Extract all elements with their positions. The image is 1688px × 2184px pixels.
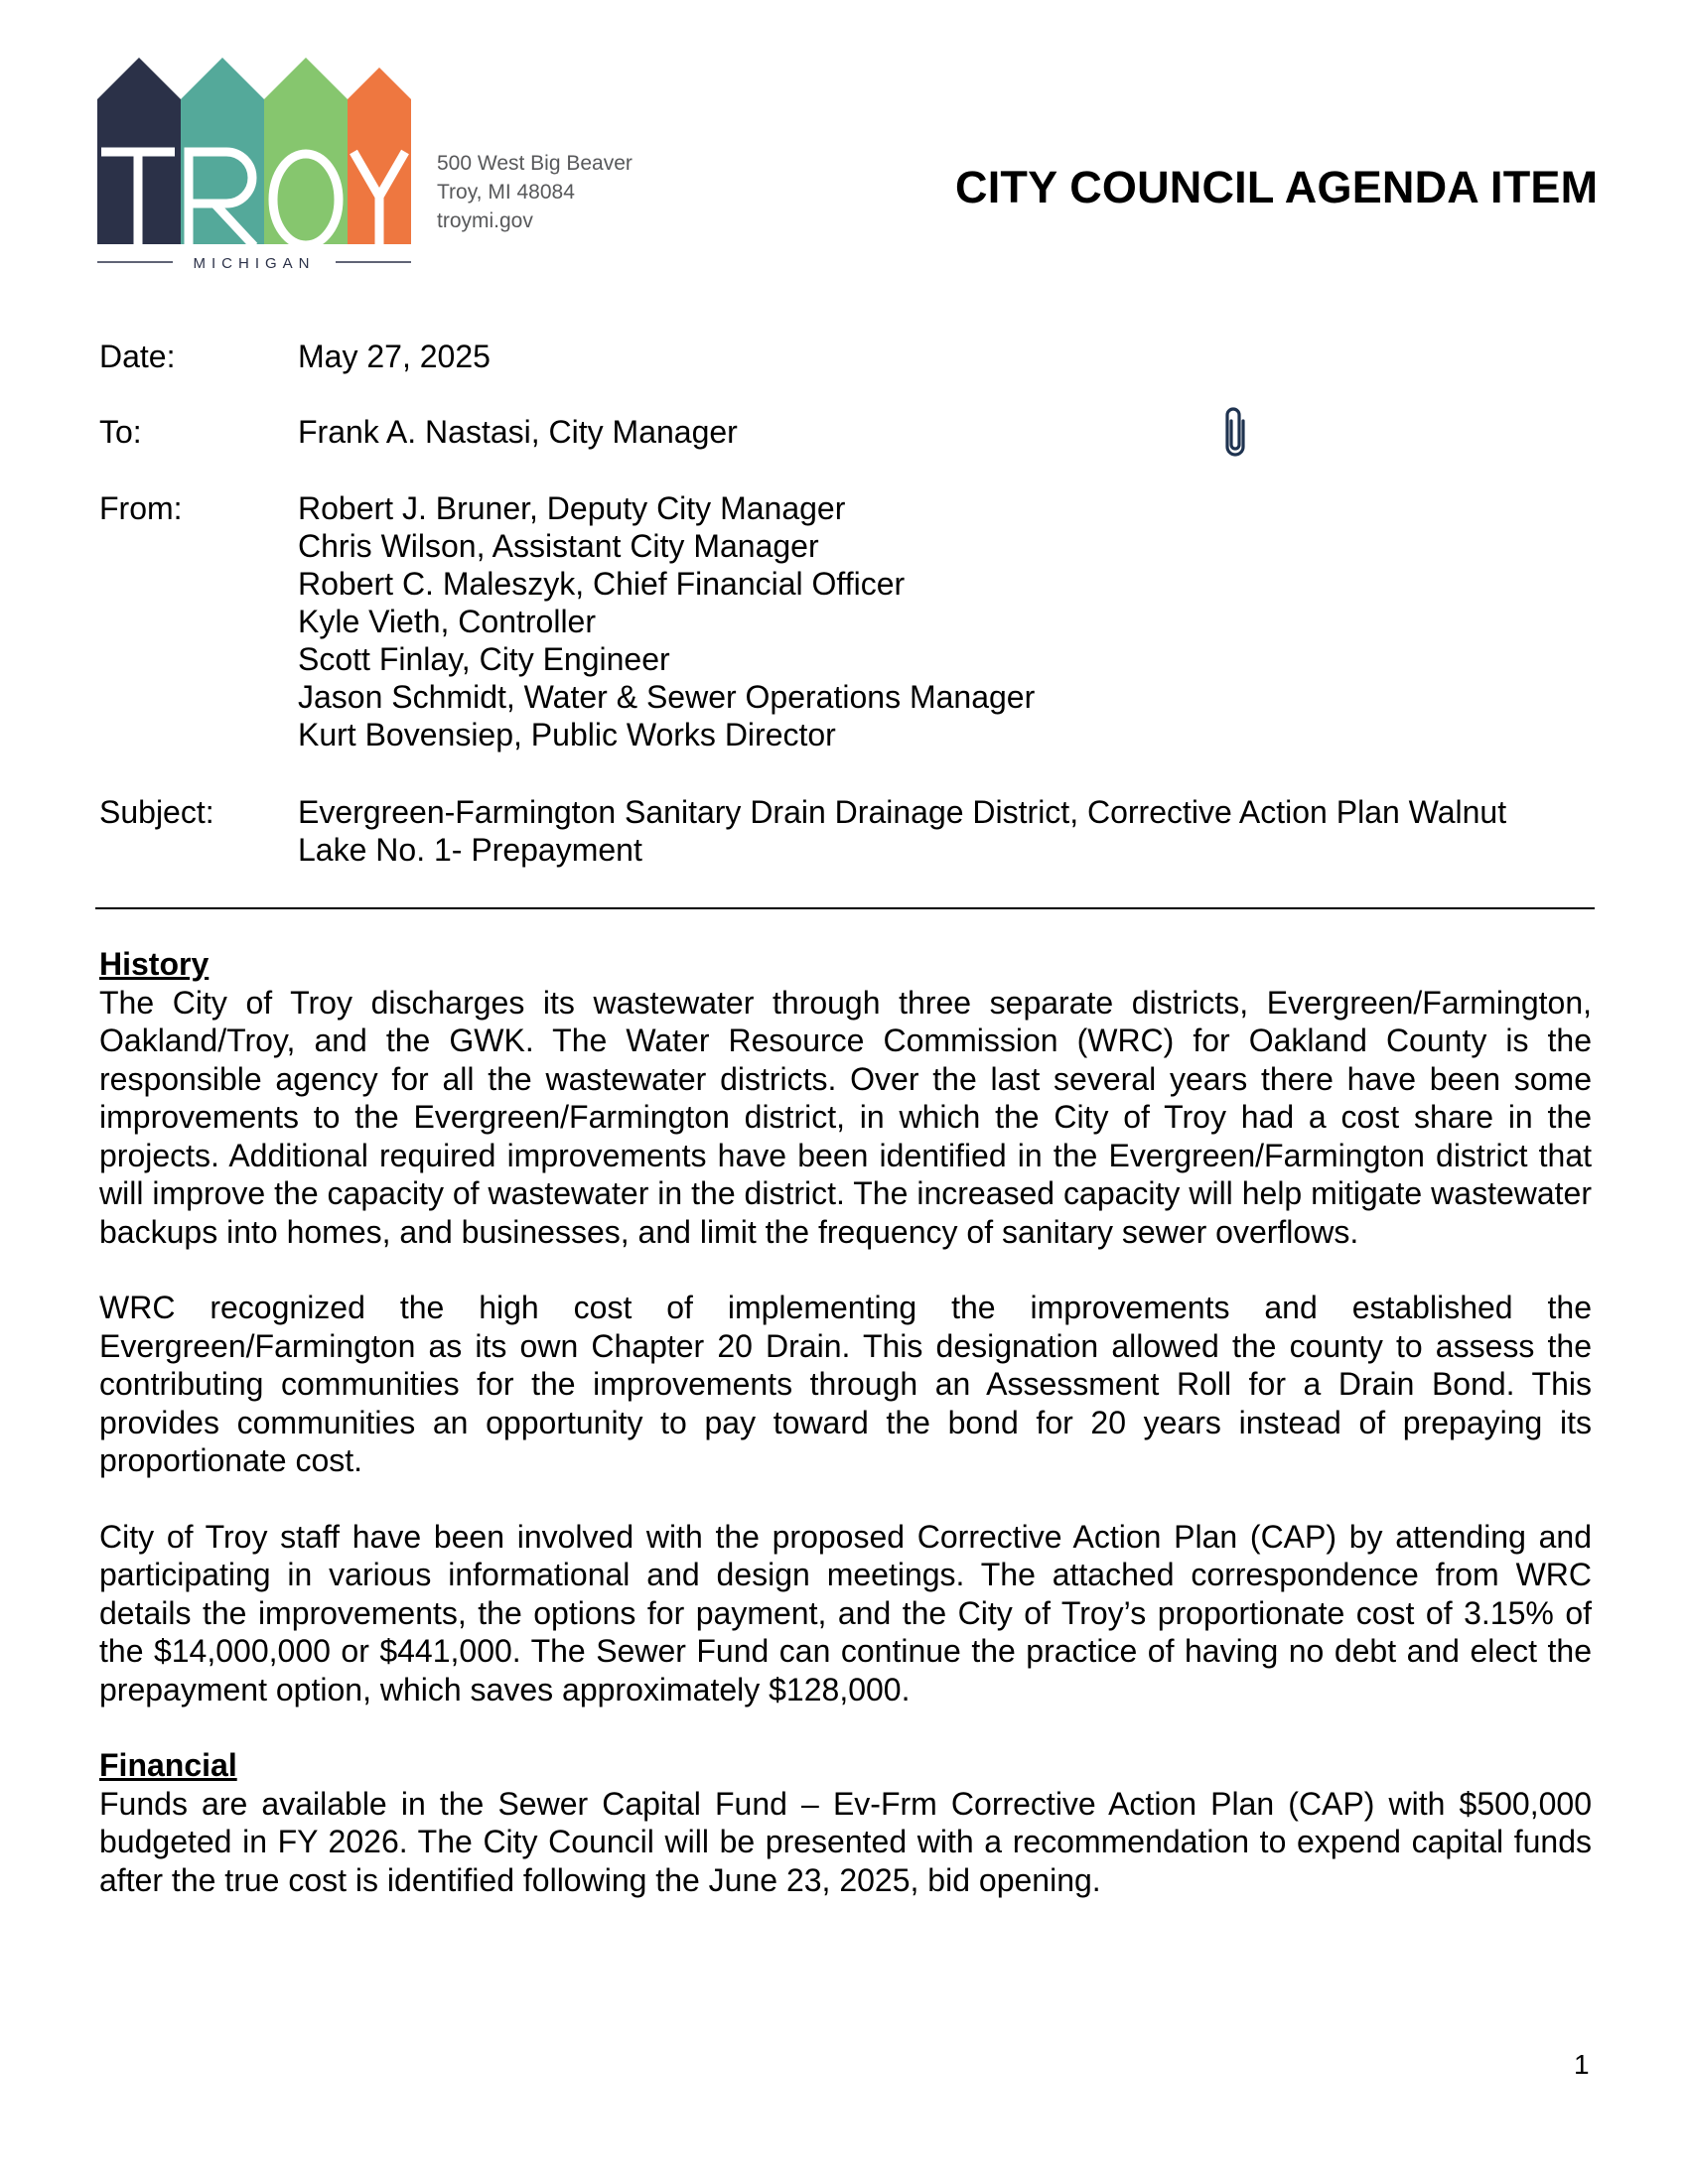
from-list [298, 489, 1035, 753]
financial-section [99, 1746, 1592, 1899]
troy-logo [97, 58, 411, 272]
financial-heading: Financial [99, 1747, 237, 1783]
from-label: From: [99, 490, 183, 526]
city-address [437, 149, 633, 235]
history-section [99, 945, 1592, 1708]
from-person: Robert J. Bruner, Deputy City Manager [298, 490, 846, 526]
from-person: Chris Wilson, Assistant City Manager [298, 528, 819, 564]
from-person: Jason Schmidt, Water & Sewer Operations Manager [298, 679, 1036, 715]
to-label: To: [99, 414, 142, 450]
subject-line: Evergreen-Farmington Sanitary Drain Drainage District, Corrective Action Plan Walnut [298, 794, 1507, 830]
header-divider [95, 907, 1595, 909]
logo-state-text: MICHIGAN [193, 255, 316, 272]
from-person: Robert C. Maleszyk, Chief Financial Officer [298, 566, 906, 602]
subject-line: Lake No. 1- Prepayment [298, 832, 642, 868]
to-value: Frank A. Nastasi, City Manager [298, 414, 738, 450]
paperclip-icon[interactable] [1223, 405, 1247, 457]
subject-value [298, 793, 1506, 869]
subject-label: Subject: [99, 794, 214, 830]
date-value: May 27, 2025 [298, 339, 491, 374]
history-paragraph-3: City of Troy staff have been involved with the proposed Corrective Action Plan (CAP) by attending and participating in various informational and design meetings. The attached correspondence from WRC details the improvements, the options for payment, and the City of Troy’s proportionate cost of 3.15% of the $14,000,000 or $441,000. The Sewer Fund can continue the practice of having no debt and elect the prepayment option, which saves approximately $128,000. [99, 1518, 1592, 1707]
date-label: Date: [99, 339, 176, 374]
from-person: Kurt Bovensiep, Public Works Director [298, 717, 836, 752]
from-person: Kyle Vieth, Controller [298, 604, 596, 639]
history-paragraph-1: The City of Troy discharges its wastewater through three separate districts, Evergreen/Farmington, Oakland/Troy, and the GWK. The Water Resource Commission (WRC) for Oakland County is the responsible agency for all the wastewater districts. Over the last several years there have been some improvements to the Evergreen/Farmington district, in which the City of Troy had a cost share in the projects. Additional required improvements have been identified in the Evergreen/Farmington district that will improve the capacity of wastewater in the district. The increased capacity will help mitigate wastewater backups into homes, and businesses, and limit the frequency of sanitary sewer overflows. [99, 984, 1592, 1250]
history-paragraph-2: WRC recognized the high cost of implementing the improvements and established the Evergreen/Farmington as its own Chapter 20 Drain. This designation allowed the county to assess the contributing communities for the improvements through an Assessment Roll for a Drain Bond. This provides communities an opportunity to pay toward the bond for 20 years instead of prepaying its proportionate cost. [99, 1290, 1592, 1478]
address-city: Troy, MI 48084 [437, 181, 575, 204]
address-website[interactable]: troymi.gov [437, 209, 533, 232]
history-heading: History [99, 946, 210, 982]
from-person: Scott Finlay, City Engineer [298, 641, 670, 677]
page-number: 1 [1574, 2049, 1590, 2080]
document-title: CITY COUNCIL AGENDA ITEM [955, 162, 1599, 212]
financial-paragraph: Funds are available in the Sewer Capital Fund – Ev-Frm Corrective Action Plan (CAP) with $500,000 budgeted in FY 2026. The City Council will be presented with a recommendation to expend capital funds after the true cost is identified following the June 23, 2025, bid opening. [99, 1785, 1592, 1898]
address-street: 500 West Big Beaver [437, 152, 633, 175]
